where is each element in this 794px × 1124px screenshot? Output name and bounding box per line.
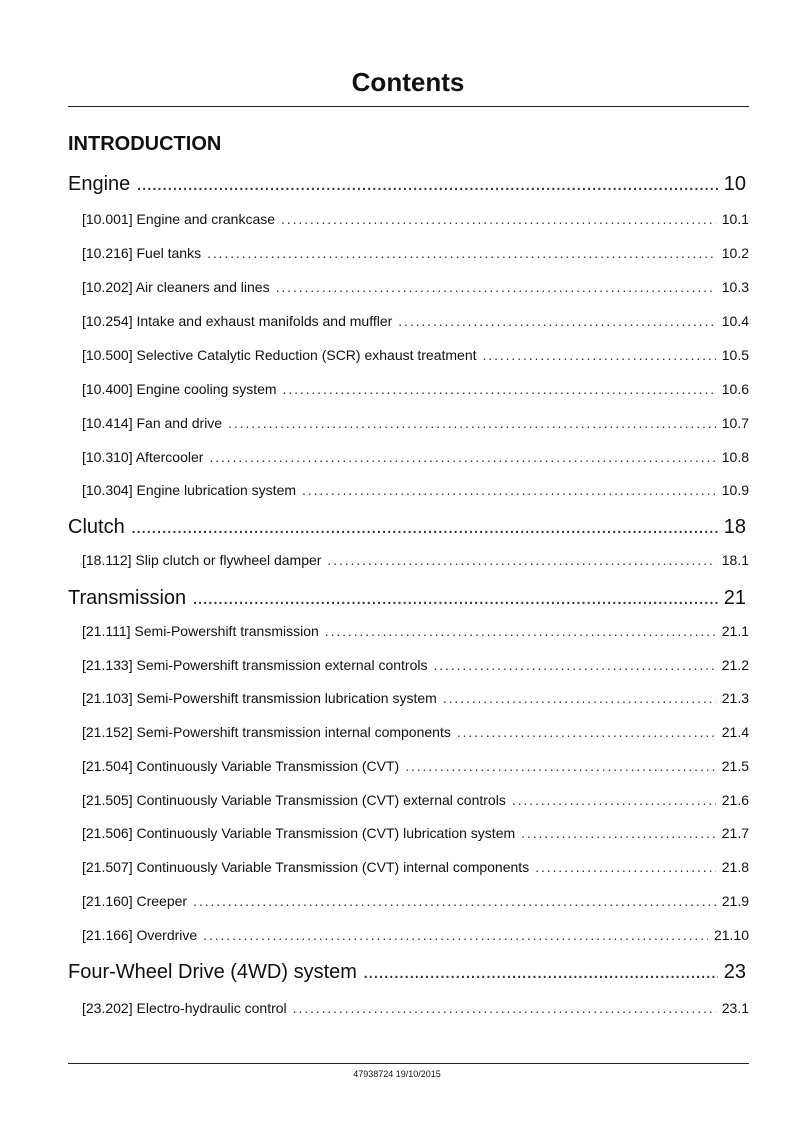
toc-section[interactable] xyxy=(82,481,749,499)
toc-entry-title: [23.202] Electro-hydraulic control xyxy=(82,1000,287,1016)
dot-leader xyxy=(483,346,716,364)
toc-section[interactable] xyxy=(82,210,749,228)
toc-entry-page: 21.10 xyxy=(713,927,749,943)
dot-leader xyxy=(193,892,716,910)
toc-entry-title: Engine xyxy=(68,173,131,195)
toc-section[interactable] xyxy=(82,689,749,707)
dot-leader xyxy=(457,723,716,741)
toc-entry-page: 18.1 xyxy=(721,552,749,568)
dot-leader xyxy=(207,244,716,262)
toc-section[interactable] xyxy=(82,551,749,569)
toc-section[interactable] xyxy=(82,723,749,741)
toc-section[interactable] xyxy=(82,346,749,364)
dot-leader xyxy=(276,278,716,296)
toc-chapter[interactable] xyxy=(68,586,749,610)
toc-entry-page: 21.4 xyxy=(721,724,749,740)
dot-leader xyxy=(136,172,717,196)
toc-entry-page: 18 xyxy=(723,516,746,538)
toc-section[interactable] xyxy=(82,414,749,432)
dot-leader xyxy=(363,960,718,984)
toc-section[interactable] xyxy=(82,999,749,1017)
toc-chapter[interactable] xyxy=(68,172,749,196)
dot-leader xyxy=(535,858,716,876)
toc-entry-page: 21.9 xyxy=(721,893,749,909)
toc-entry-title: [18.112] Slip clutch or flywheel damper xyxy=(82,552,322,568)
toc-entry-page: 10.4 xyxy=(721,313,749,329)
toc-entry-page: 21.7 xyxy=(721,825,749,841)
toc-entry-title: [21.166] Overdrive xyxy=(82,927,198,943)
section-heading-introduction: INTRODUCTION xyxy=(68,133,222,155)
toc-entry-page: 10.1 xyxy=(721,211,749,227)
toc-section[interactable] xyxy=(82,312,749,330)
toc-entry-page: 10.5 xyxy=(721,347,749,363)
toc-section[interactable] xyxy=(82,656,749,674)
toc-entry-title: [10.254] Intake and exhaust manifolds and muffler xyxy=(82,313,393,329)
toc-entry-title: [10.500] Selective Catalytic Reduction (SCR) exhaust treatment xyxy=(82,347,477,363)
toc-section[interactable] xyxy=(82,278,749,296)
toc-entry-page: 10.3 xyxy=(721,279,749,295)
toc-chapter[interactable] xyxy=(68,515,749,539)
toc-entry-page: 21.6 xyxy=(721,792,749,808)
dot-leader xyxy=(192,586,718,610)
dot-leader xyxy=(281,210,716,228)
dot-leader xyxy=(131,515,718,539)
toc-entry-title: [10.001] Engine and crankcase xyxy=(82,211,276,227)
dot-leader xyxy=(521,824,716,842)
toc-section[interactable] xyxy=(82,824,749,842)
toc-section[interactable] xyxy=(82,892,749,910)
dot-leader xyxy=(283,380,716,398)
toc-entry-page: 10.8 xyxy=(721,449,749,465)
toc-section[interactable] xyxy=(82,448,749,466)
toc-entry-page: 10.7 xyxy=(721,415,749,431)
dot-leader xyxy=(228,414,716,432)
footer-doc-id: 47938724 19/10/2015 xyxy=(353,1069,441,1079)
toc-entry-page: 10.9 xyxy=(721,482,749,498)
toc-entry-title: [21.504] Continuously Variable Transmission (CVT) xyxy=(82,758,400,774)
toc-entry-page: 21.1 xyxy=(721,623,749,639)
toc-entry-title: [21.506] Continuously Variable Transmission (CVT) lubrication system xyxy=(82,825,516,841)
toc-entry-title: [21.103] Semi-Powershift transmission lubrication system xyxy=(82,690,437,706)
dot-leader xyxy=(209,448,715,466)
dot-leader xyxy=(433,656,715,674)
toc-entry-title: [21.507] Continuously Variable Transmission (CVT) internal components xyxy=(82,859,530,875)
toc-entry-title: [21.505] Continuously Variable Transmission (CVT) external controls xyxy=(82,792,506,808)
toc-entry-title: [21.111] Semi-Powershift transmission xyxy=(82,623,319,639)
toc-entry-title: Clutch xyxy=(68,516,125,538)
toc-entry-title: [10.216] Fuel tanks xyxy=(82,245,202,261)
dot-leader xyxy=(327,551,715,569)
toc-entry-page: 10 xyxy=(723,173,746,195)
dot-leader xyxy=(302,481,716,499)
toc-section[interactable] xyxy=(82,791,749,809)
toc-section[interactable] xyxy=(82,926,749,944)
toc-entry-title: [21.133] Semi-Powershift transmission external controls xyxy=(82,657,428,673)
dot-leader xyxy=(405,757,716,775)
dot-leader xyxy=(512,791,716,809)
dot-leader xyxy=(203,926,708,944)
toc-entry-title: [10.304] Engine lubrication system xyxy=(82,482,297,498)
page-title: Contents xyxy=(351,67,465,97)
toc-chapter[interactable] xyxy=(68,960,749,984)
toc-entry-page: 21.3 xyxy=(721,690,749,706)
toc-entry-title: [21.160] Creeper xyxy=(82,893,188,909)
dot-leader xyxy=(443,689,716,707)
toc-section[interactable] xyxy=(82,244,749,262)
footer-rule xyxy=(68,1063,749,1064)
toc-entry-page: 21.2 xyxy=(721,657,749,673)
dot-leader xyxy=(398,312,715,330)
toc-entry-page: 23.1 xyxy=(721,1000,749,1016)
toc-entry-page: 10.2 xyxy=(721,245,749,261)
toc-entry-title: [21.152] Semi-Powershift transmission internal components xyxy=(82,724,451,740)
toc-entry-title: [10.310] Aftercooler xyxy=(82,449,204,465)
toc-entry-page: 21.8 xyxy=(721,859,749,875)
toc-entry-page: 23 xyxy=(723,961,746,983)
toc-entry-page: 10.6 xyxy=(721,381,749,397)
toc-entry-title: Four-Wheel Drive (4WD) system xyxy=(68,961,357,983)
toc-entry-title: [10.414] Fan and drive xyxy=(82,415,223,431)
toc-section[interactable] xyxy=(82,622,749,640)
toc-entry-title: [10.202] Air cleaners and lines xyxy=(82,279,270,295)
toc-section[interactable] xyxy=(82,858,749,876)
toc-entry-title: Transmission xyxy=(68,587,187,609)
dot-leader xyxy=(325,622,716,640)
toc-section[interactable] xyxy=(82,380,749,398)
dot-leader xyxy=(293,999,716,1017)
toc-entry-page: 21.5 xyxy=(721,758,749,774)
toc-entry-page: 21 xyxy=(723,587,746,609)
toc-entry-title: [10.400] Engine cooling system xyxy=(82,381,277,397)
toc-section[interactable] xyxy=(82,757,749,775)
